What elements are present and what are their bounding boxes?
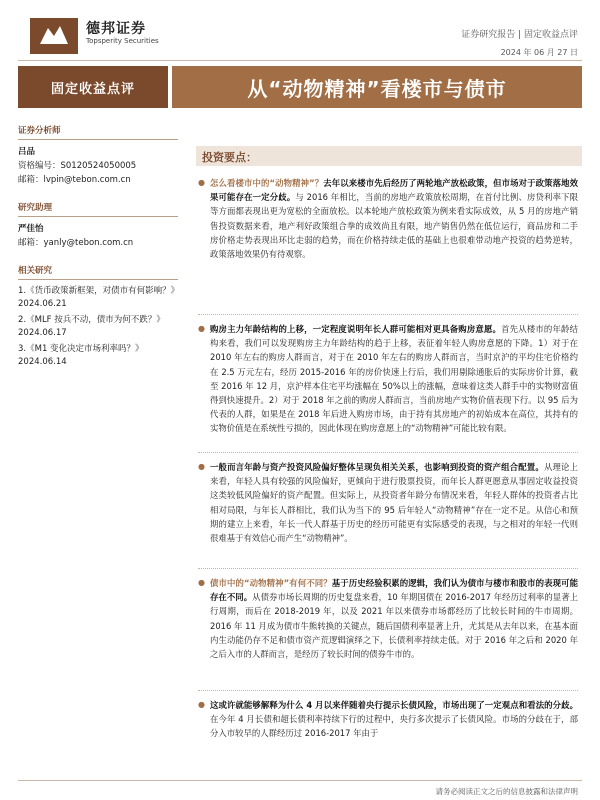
company-logo	[30, 18, 78, 54]
related-report-date: 2024.06.17	[18, 328, 67, 338]
footer-divider	[18, 780, 582, 781]
report-date: 2024 年 06 月 27 日	[500, 48, 578, 57]
report-title: 从“动物精神”看楼市与债市	[172, 66, 582, 108]
bullet-paragraph	[198, 460, 578, 545]
divider	[18, 279, 178, 280]
footer-disclaimer[interactable]: 请务必阅读正文之后的信息披露和法律声明	[435, 787, 578, 796]
paragraph-divider	[198, 568, 578, 569]
brand-name: 德邦证券	[86, 21, 146, 37]
bullet-icon: ●	[198, 462, 205, 471]
related-report-title[interactable]: 1.《货币政策新框架，对债市有何影响？》	[18, 286, 180, 296]
title-band	[18, 66, 582, 108]
bullet-icon: ●	[198, 700, 205, 709]
bullet-paragraph	[198, 322, 578, 436]
paragraph-divider	[198, 314, 578, 315]
paragraph-lead: 去年以来楼市先后经历了两轮地产放松政策，但市场对于政策落地效果可能存在一定分歧。	[210, 178, 578, 203]
paragraph-lead: 这或许就能够解释为什么 4 月以来伴随着央行提示长债风险，市场出现了一定观点和看法的分歧。	[210, 700, 578, 710]
paragraph-divider	[198, 690, 578, 691]
related-report[interactable]	[18, 285, 178, 311]
paragraph-lead: 一般而言年龄与资产投资风险偏好整体呈现负相关关系，也影响到投资的资产组合配置。	[210, 462, 544, 472]
bullet-icon: ●	[198, 578, 205, 587]
analyst-name: 吕品	[18, 147, 36, 157]
related-heading: 相关研究	[18, 266, 53, 276]
related-report-date: 2024.06.14	[18, 357, 67, 367]
related-report-title[interactable]: 2.《MLF 按兵不动，债市为何不跌？》	[18, 315, 165, 325]
related-report-date: 2024.06.21	[18, 299, 67, 309]
paragraph-body: 从债券市场长周期的历史复盘来看，10 年期国债在 2016-2017 年经历过利率的显著上行周期，而后在 2018-2019 年，以及 2021 年以来债券市场都经历了比较长时间的牛市周期。2016 年 11 月成为债市牛熊转换的关键点，随后国债利率显著上升，尤其是从去年以来，在基本面内生动能仍存不足和债市资产荒逻辑演绎之下，长债利率持续走低。对于 2016 年之后和 2020 年之后入市的人群而言，是经历了较长时间的债券牛市的。	[210, 592, 579, 660]
paragraph-highlight: 怎么看楼市中的“动物精神”？	[210, 178, 324, 188]
related-report[interactable]	[18, 314, 178, 340]
assistant-heading: 研究助理	[18, 203, 53, 213]
assistant-name: 严佳怡	[18, 224, 44, 234]
report-type: 证券研究报告 | 固定收益点评	[461, 30, 578, 40]
paragraph-divider	[198, 452, 578, 453]
paragraph-lead: 基于历史经验积累的逻辑，我们认为债市与楼市和股市的表现可能存在不同。	[210, 578, 579, 603]
analyst-email[interactable]: 邮箱：lvpin@tebon.com.cn	[18, 175, 131, 185]
logo-icon	[30, 18, 78, 54]
sidebar	[18, 116, 178, 372]
bullet-paragraph	[198, 576, 578, 661]
analyst-heading: 证券分析师	[18, 126, 61, 136]
paragraph-body: 与 2016 年相比，当前的房地产政策放松周期，在首付比例、房贷利率下限等方面都表现出更为宽松的全面放松。以本轮地产放松政策为例来看实际成效，从 5 月的房地产销售投资数据来看，地产利好政策组合拳的成效尚且有限，地产销售仍然在低位运行，商品房和二手房价格走势表现出环比走弱的趋势，而在价格持续走低的基础上也很难带动地产投资的趋势逆转，政策落地效果仍有待观察。	[210, 192, 579, 260]
paragraph-lead: 购房主力年龄结构的上移，一定程度说明年长人群可能相对更具备购房意愿。	[210, 324, 502, 334]
paragraph-body: 首先从楼市的年龄结构来看，我们可以发现购房主力年龄结构的趋于上移，表征着年轻人购房意愿的下降。1）对于在 2010 年左右的购房人群而言，对于在 2010 年左右的购房人群而言，当时京沪的平均住宅价格约在 2.5 万元左右，经历 2015-2016 年的房价快速上行后，我们用剔除通胀后的实际房价计算，截至 2016 年 12 月，京沪样本住宅平均涨幅在 50%以上的涨幅，意味着这类人群手中的实物财富值得到快速提升。2）对于 2018 年之前的购房人群而言，当前房地产实物价值表现下行。以 95 后为代表的人群，如果是在 2018 年后进入购房市场，由于持有其房地产的初始成本在高位，其持有的实物价值是在系统性亏损的，因此体现在购房意愿上的“动物精神”可能比较有限。	[210, 324, 578, 434]
bullet-icon: ●	[198, 324, 205, 333]
key-points-heading: 投资要点：	[202, 151, 257, 164]
assistant-email[interactable]: 邮箱：yanly@tebon.com.cn	[18, 238, 134, 248]
paragraph-body: 从理论上来看，年轻人具有较强的风险偏好，更倾向于进行股票投资，而年长人群更愿意从事固定收益投资这类较低风险偏好的资产配置。但实际上，从投资者年龄分布情况来看，年轻人群体的投资者占比相对局限，与年长人群相比，我们认为当下的 95 后年轻人“动物精神”存在一定不足。从信心和预期的建立上来看，年长一代人群基于历史的经历可能更有实际感受的表现，与之相对的年轻一代则很难基于有效信心而产生“动物精神”。	[210, 462, 578, 544]
bullet-paragraph	[198, 698, 578, 741]
paragraph-highlight: 债市中的“动物精神”有何不同？	[210, 578, 332, 588]
related-report[interactable]	[18, 343, 178, 369]
bullet-paragraph	[198, 176, 578, 261]
bullet-icon: ●	[198, 178, 205, 187]
analyst-license: 资格编号：S0120524050005	[18, 161, 137, 171]
brand-name-en: Topsperity Securities	[86, 37, 159, 45]
paragraph-body: 在今年 4 月长债和超长债利率持续下行的过程中，央行多次提示了长债风险。市场的分歧在于，部分入市较早的人群经历过 2016-2017 年由于	[210, 714, 578, 739]
header-divider	[18, 60, 582, 61]
related-report-title[interactable]: 3.《M1 变化决定市场利率吗？》	[18, 344, 144, 354]
divider	[18, 139, 178, 140]
report-category: 固定收益点评	[18, 66, 168, 108]
divider	[18, 216, 178, 217]
